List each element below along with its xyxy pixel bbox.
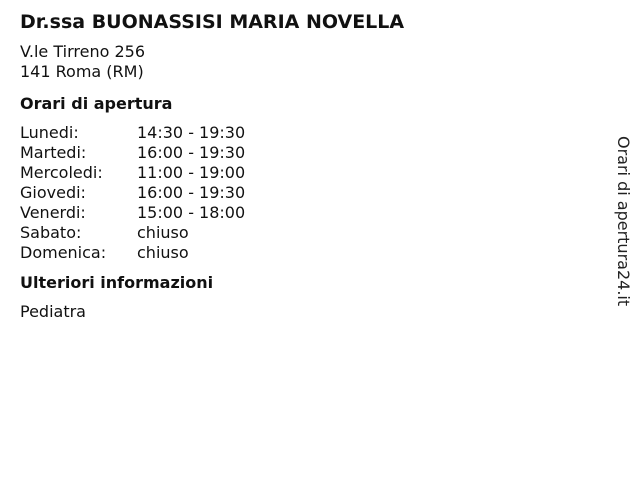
- listing-card: [20, 10, 600, 322]
- time-value: 11:00 - 19:00: [137, 163, 246, 182]
- time-value: 15:00 - 18:00: [137, 203, 246, 222]
- hours-row: [20, 143, 600, 163]
- site-watermark: Orari di apertura24.it: [614, 136, 633, 307]
- opening-hours-heading: Orari di apertura: [20, 94, 173, 113]
- hours-row: [20, 163, 600, 183]
- hours-row: [20, 203, 600, 223]
- more-info-heading: Ulteriori informazioni: [20, 273, 214, 292]
- day-label: Martedi:: [20, 143, 87, 162]
- page-title: Dr.ssa BUONASSISI MARIA NOVELLA: [20, 11, 405, 33]
- hours-row: [20, 223, 600, 243]
- day-label: Domenica:: [20, 243, 107, 262]
- time-value: 14:30 - 19:30: [137, 123, 246, 142]
- address-city: 141 Roma (RM): [20, 62, 144, 81]
- hours-row: [20, 183, 600, 203]
- day-label: Sabato:: [20, 223, 82, 242]
- day-label: Mercoledi:: [20, 163, 103, 182]
- address-block: [20, 42, 600, 82]
- hours-row: [20, 123, 600, 143]
- time-value: chiuso: [137, 223, 189, 242]
- day-label: Venerdi:: [20, 203, 86, 222]
- category-text: Pediatra: [20, 302, 86, 321]
- hours-row: [20, 243, 600, 263]
- day-label: Lunedi:: [20, 123, 79, 142]
- opening-hours-table: [20, 123, 600, 263]
- time-value: chiuso: [137, 243, 189, 262]
- address-street: V.le Tirreno 256: [20, 42, 145, 61]
- time-value: 16:00 - 19:30: [137, 143, 246, 162]
- day-label: Giovedi:: [20, 183, 86, 202]
- time-value: 16:00 - 19:30: [137, 183, 246, 202]
